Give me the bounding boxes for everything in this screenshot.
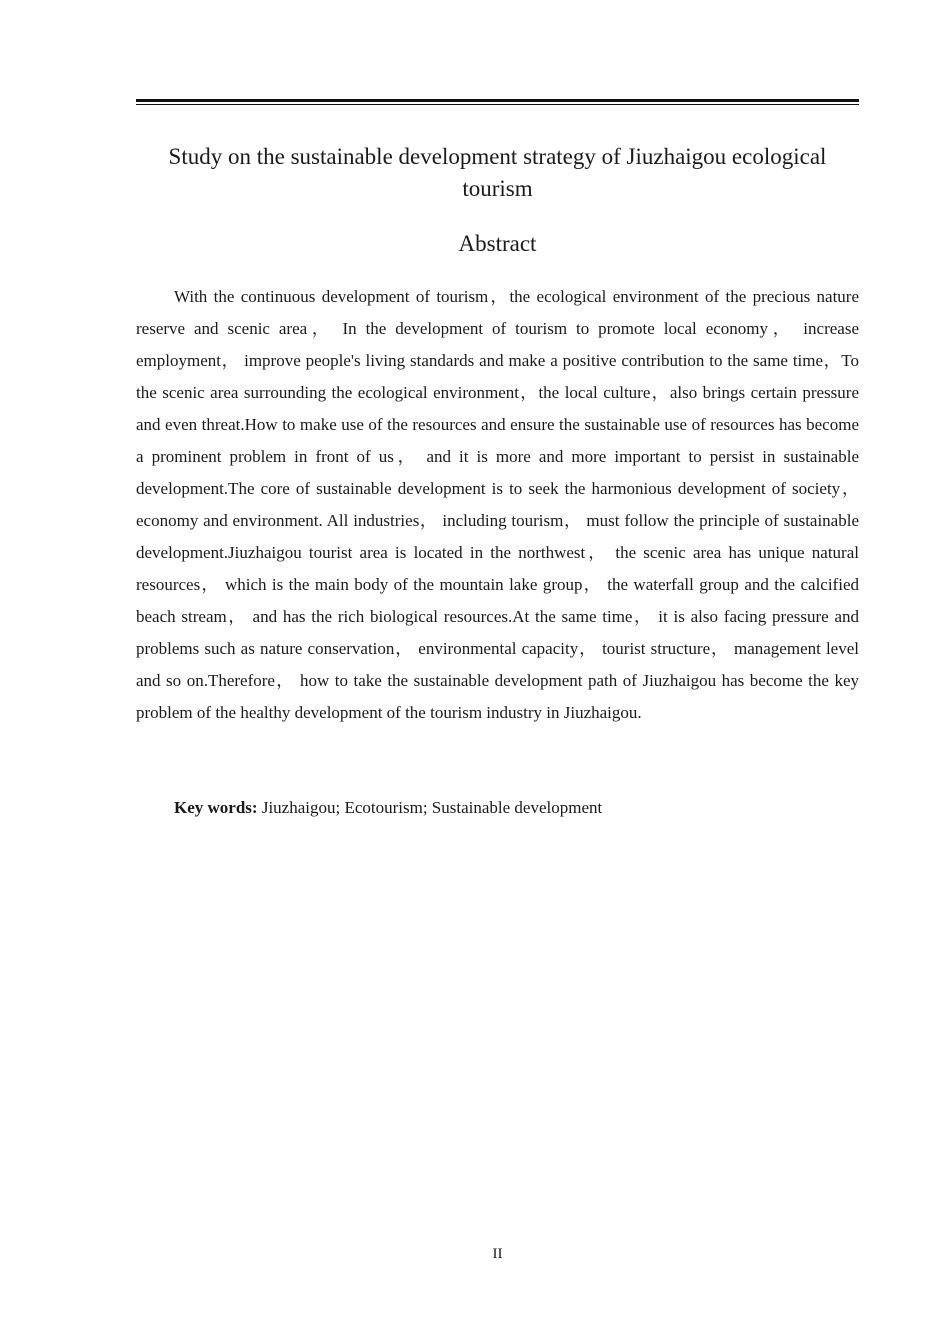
paper-title: Study on the sustainable development strategy of Jiuzhaigou ecological tourism <box>168 144 827 201</box>
keywords-line <box>136 792 859 824</box>
abstract-heading: Abstract <box>458 231 537 256</box>
header-rule-thin-line <box>136 104 859 105</box>
page-number: II <box>492 1246 503 1262</box>
document-page <box>136 0 859 1344</box>
abstract-body: With the continuous development of tourism，the ecological environment of the precious nature reserve and scenic area， In the development of tourism to promote local economy， increase employment， improve people's living standards and make a positive contribution to the same time，To the scenic area surrounding the ecological environment，the local culture，also brings certain pressure and even threat.How to make use of the resources and ensure the sustainable use of resources has become a prominent problem in front of us， and it is more and more important to persist in sustainable development.The core of sustainable development is to seek the harmonious development of society， economy and environment. All industries， including tourism， must follow the principle of sustainable development.Jiuzhaigou tourist area is located in the northwest， the scenic area has unique natural resources， which is the main body of the mountain lake group， the waterfall group and the calcified beach stream， and has the rich biological resources.At the same time， it is also facing pressure and problems such as nature conservation， environmental capacity， tourist structure， management level and so on.Therefore， how to take the sustainable development path of Jiuzhaigou has become the key problem of the healthy development of the tourism industry in Jiuzhaigou. <box>136 287 859 722</box>
keywords-value: Jiuzhaigou; Ecotourism; Sustainable development <box>257 798 603 817</box>
keywords-label: Key words: <box>174 798 258 817</box>
header-double-rule <box>136 99 859 105</box>
header-rule-thick-line <box>136 99 859 102</box>
